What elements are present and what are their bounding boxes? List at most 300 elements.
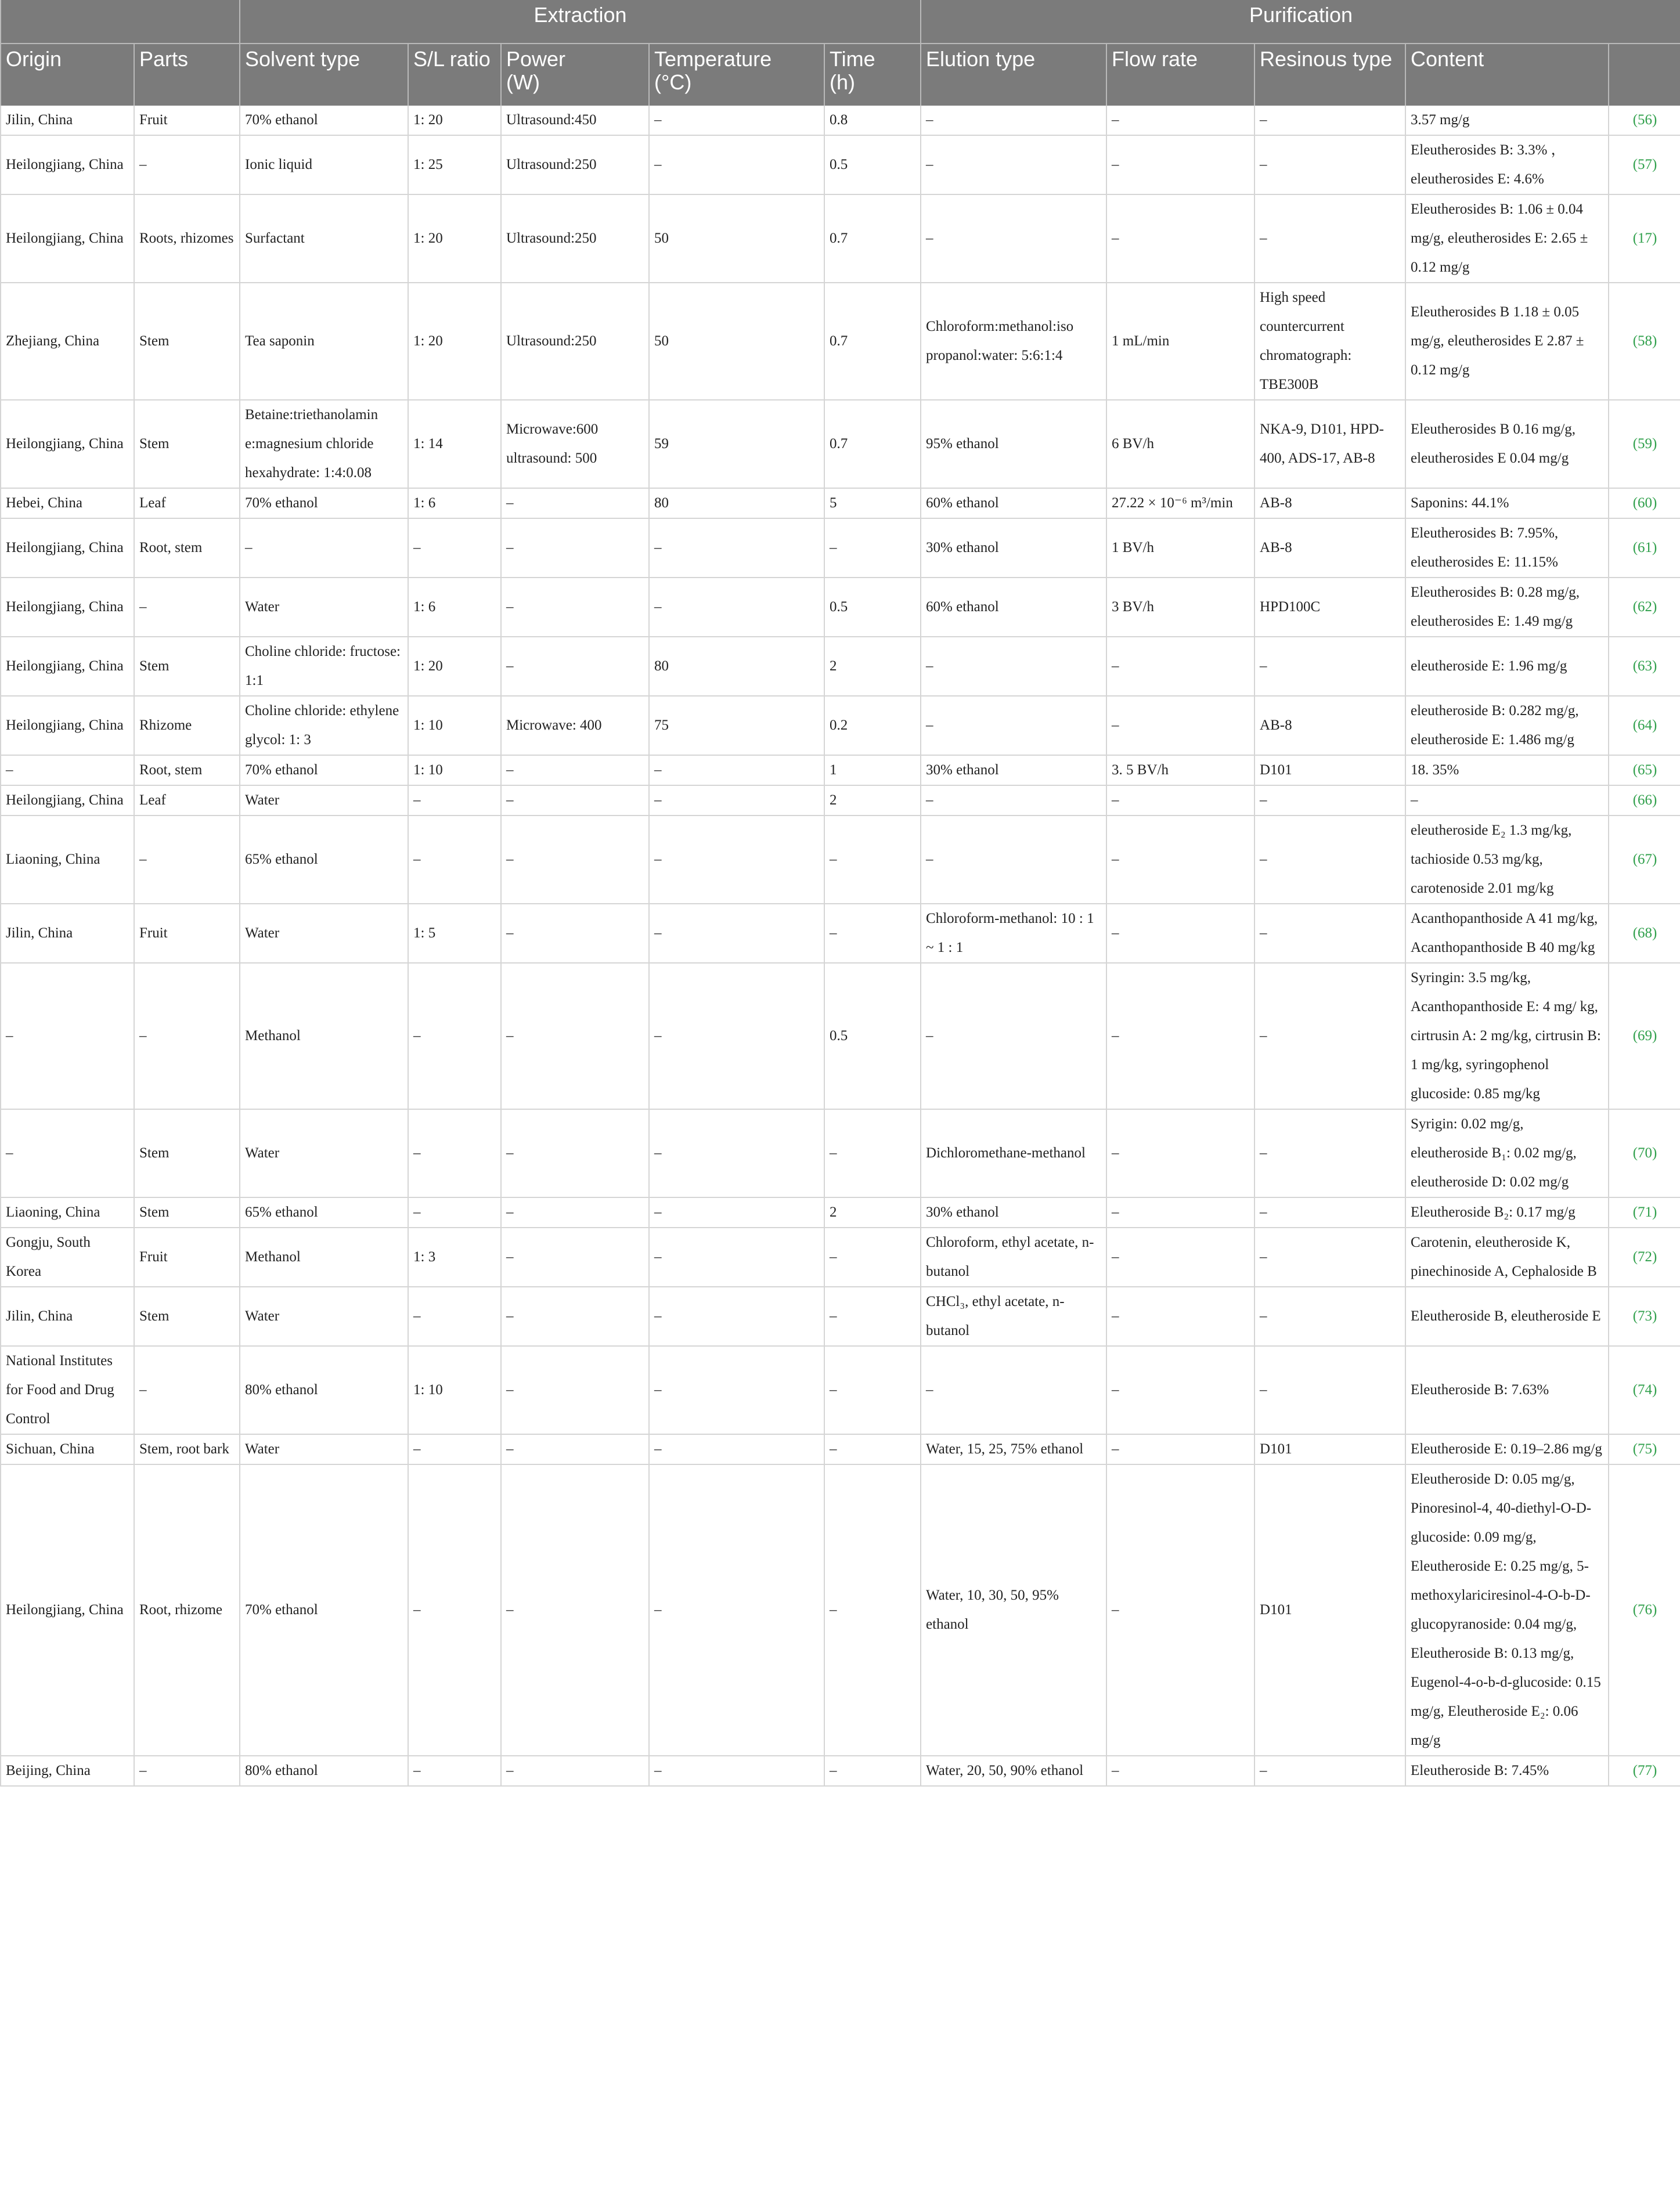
table-row xyxy=(1,1287,1680,1346)
column-header: Origin xyxy=(1,44,134,106)
parts-cell: Root, stem xyxy=(134,755,240,785)
resin-cell: – xyxy=(1254,1197,1405,1228)
parts-cell: – xyxy=(134,578,240,637)
sl-ratio-cell: 1: 20 xyxy=(408,194,501,283)
elution-cell: Water, 15, 25, 75% ethanol xyxy=(921,1434,1106,1464)
solvent-cell: Methanol xyxy=(240,963,408,1109)
flow-rate-cell: – xyxy=(1106,785,1254,815)
resin-cell: D101 xyxy=(1254,1434,1405,1464)
power-cell: – xyxy=(501,1287,649,1346)
time-cell: – xyxy=(824,1346,921,1434)
elution-cell: – xyxy=(921,637,1106,696)
resin-cell: – xyxy=(1254,815,1405,904)
column-header: Power (W) xyxy=(501,44,649,106)
power-cell: – xyxy=(501,963,649,1109)
power-cell: – xyxy=(501,1109,649,1197)
content-cell: 3.57 mg/g xyxy=(1405,106,1609,135)
content-cell: Eleutherosides B: 3.3% ，eleutherosides E: 4.6% xyxy=(1405,135,1609,194)
origin-cell: Heilongjiang, China xyxy=(1,696,134,755)
power-cell: – xyxy=(501,1197,649,1228)
temperature-cell: – xyxy=(649,1287,824,1346)
flow-rate-cell: – xyxy=(1106,194,1254,283)
elution-cell: Chloroform, ethyl acetate, n-butanol xyxy=(921,1228,1106,1287)
sl-ratio-cell: 1: 14 xyxy=(408,400,501,488)
reference-cell[interactable]: (70) xyxy=(1609,1109,1680,1197)
reference-cell[interactable]: (71) xyxy=(1609,1197,1680,1228)
resin-cell: – xyxy=(1254,1287,1405,1346)
table-row xyxy=(1,578,1680,637)
origin-cell: National Institutes for Food and Drug Control xyxy=(1,1346,134,1434)
reference-cell[interactable]: (75) xyxy=(1609,1434,1680,1464)
sl-ratio-cell: 1: 20 xyxy=(408,106,501,135)
temperature-cell: – xyxy=(649,904,824,963)
elution-cell: Chloroform:methanol:iso propanol:water: 5:6:1:4 xyxy=(921,283,1106,400)
resin-cell: – xyxy=(1254,637,1405,696)
temperature-cell: – xyxy=(649,755,824,785)
sl-ratio-cell: – xyxy=(408,815,501,904)
content-cell: Saponins: 44.1% xyxy=(1405,488,1609,518)
reference-cell[interactable]: (65) xyxy=(1609,755,1680,785)
resin-cell: – xyxy=(1254,1109,1405,1197)
reference-cell[interactable]: (64) xyxy=(1609,696,1680,755)
column-header: Flow rate xyxy=(1106,44,1254,106)
solvent-cell: Tea saponin xyxy=(240,283,408,400)
header-column-row xyxy=(1,44,1680,106)
power-cell: – xyxy=(501,755,649,785)
table-row xyxy=(1,1197,1680,1228)
resin-cell: D101 xyxy=(1254,1464,1405,1756)
solvent-cell: Surfactant xyxy=(240,194,408,283)
resin-cell: AB-8 xyxy=(1254,696,1405,755)
solvent-cell: Water xyxy=(240,578,408,637)
table-row xyxy=(1,785,1680,815)
temperature-cell: 50 xyxy=(649,283,824,400)
origin-cell: Sichuan, China xyxy=(1,1434,134,1464)
parts-cell: – xyxy=(134,135,240,194)
sl-ratio-cell: 1: 20 xyxy=(408,637,501,696)
column-header: Time (h) xyxy=(824,44,921,106)
content-cell: Eleutherosides B: 1.06 ± 0.04 mg/g, eleutherosides E: 2.65 ± 0.12 mg/g xyxy=(1405,194,1609,283)
content-cell: – xyxy=(1405,785,1609,815)
elution-cell: Chloroform-methanol: 10 : 1 ~ 1 : 1 xyxy=(921,904,1106,963)
solvent-cell: Water xyxy=(240,1109,408,1197)
power-cell: – xyxy=(501,578,649,637)
reference-cell[interactable]: (17) xyxy=(1609,194,1680,283)
sl-ratio-cell: – xyxy=(408,1756,501,1786)
power-cell: – xyxy=(501,1464,649,1756)
flow-rate-cell: – xyxy=(1106,963,1254,1109)
content-cell: Eleutherosides B 1.18 ± 0.05 mg/g, eleutherosides E 2.87 ± 0.12 mg/g xyxy=(1405,283,1609,400)
sl-ratio-cell: – xyxy=(408,1434,501,1464)
time-cell: – xyxy=(824,815,921,904)
resin-cell: – xyxy=(1254,194,1405,283)
parts-cell: Fruit xyxy=(134,106,240,135)
power-cell: – xyxy=(501,1346,649,1434)
flow-rate-cell: – xyxy=(1106,815,1254,904)
solvent-cell: 70% ethanol xyxy=(240,755,408,785)
table-row xyxy=(1,1756,1680,1786)
content-cell: eleutheroside E₂ 1.3 mg/kg, tachioside 0.53 mg/kg, carotenoside 2.01 mg/kg xyxy=(1405,815,1609,904)
table-row xyxy=(1,904,1680,963)
temperature-cell: – xyxy=(649,135,824,194)
temperature-cell: – xyxy=(649,785,824,815)
reference-cell[interactable]: (74) xyxy=(1609,1346,1680,1434)
table-row xyxy=(1,815,1680,904)
flow-rate-cell: – xyxy=(1106,1434,1254,1464)
header-group-empty xyxy=(1,0,240,44)
power-cell: – xyxy=(501,1228,649,1287)
solvent-cell: 80% ethanol xyxy=(240,1346,408,1434)
elution-cell: 60% ethanol xyxy=(921,578,1106,637)
resin-cell: High speed countercurrent chromatograph: TBE300B xyxy=(1254,283,1405,400)
content-cell: Eleutheroside B, eleutheroside E xyxy=(1405,1287,1609,1346)
time-cell: 5 xyxy=(824,488,921,518)
column-header-reference xyxy=(1609,44,1680,106)
time-cell: 0.7 xyxy=(824,194,921,283)
parts-cell: Stem xyxy=(134,1287,240,1346)
elution-cell: – xyxy=(921,963,1106,1109)
temperature-cell: 59 xyxy=(649,400,824,488)
power-cell: – xyxy=(501,1434,649,1464)
parts-cell: Stem xyxy=(134,1109,240,1197)
elution-cell: – xyxy=(921,194,1106,283)
power-cell: – xyxy=(501,637,649,696)
time-cell: 0.2 xyxy=(824,696,921,755)
parts-cell: Stem, root bark xyxy=(134,1434,240,1464)
sl-ratio-cell: – xyxy=(408,1464,501,1756)
temperature-cell: 50 xyxy=(649,194,824,283)
resin-cell: D101 xyxy=(1254,755,1405,785)
table-body xyxy=(1,106,1680,1786)
table-row xyxy=(1,1434,1680,1464)
table-header xyxy=(1,0,1680,106)
flow-rate-cell: 3. 5 BV/h xyxy=(1106,755,1254,785)
header-group-extraction: Extraction xyxy=(240,0,921,44)
content-cell: Acanthopanthoside A 41 mg/kg, Acanthopanthoside B 40 mg/kg xyxy=(1405,904,1609,963)
content-cell: Carotenin, eleutheroside K, pinechinoside A, Cephaloside B xyxy=(1405,1228,1609,1287)
flow-rate-cell: 1 BV/h xyxy=(1106,518,1254,578)
header-group-row xyxy=(1,0,1680,44)
origin-cell: Heilongjiang, China xyxy=(1,578,134,637)
solvent-cell: 70% ethanol xyxy=(240,1464,408,1756)
origin-cell: Heilongjiang, China xyxy=(1,518,134,578)
origin-cell: Gongju, South Korea xyxy=(1,1228,134,1287)
parts-cell: Root, rhizome xyxy=(134,1464,240,1756)
power-cell: Microwave: 400 xyxy=(501,696,649,755)
table-row xyxy=(1,106,1680,135)
time-cell: – xyxy=(824,518,921,578)
sl-ratio-cell: 1: 6 xyxy=(408,578,501,637)
time-cell: 0.8 xyxy=(824,106,921,135)
table-row xyxy=(1,1109,1680,1197)
origin-cell: Heilongjiang, China xyxy=(1,637,134,696)
content-cell: Eleutheroside E: 0.19–2.86 mg/g xyxy=(1405,1434,1609,1464)
elution-cell: – xyxy=(921,106,1106,135)
content-cell: Syrigin: 0.02 mg/g, eleutheroside B₁: 0.02 mg/g, eleutheroside D: 0.02 mg/g xyxy=(1405,1109,1609,1197)
elution-cell: 30% ethanol xyxy=(921,1197,1106,1228)
origin-cell: – xyxy=(1,755,134,785)
time-cell: 2 xyxy=(824,785,921,815)
reference-cell[interactable]: (77) xyxy=(1609,1756,1680,1786)
solvent-cell: Betaine:triethanolamin e:magnesium chloride hexahydrate: 1:4:0.08 xyxy=(240,400,408,488)
solvent-cell: Choline chloride: fructose: 1:1 xyxy=(240,637,408,696)
resin-cell: HPD100C xyxy=(1254,578,1405,637)
elution-cell: CHCl₃, ethyl acetate, n-butanol xyxy=(921,1287,1106,1346)
table-row xyxy=(1,637,1680,696)
table-row xyxy=(1,283,1680,400)
content-cell: Eleutheroside D: 0.05 mg/g, Pinoresinol-4, 40-diethyl-O-D-glucoside: 0.09 mg/g, Eleutheroside E: 0.25 mg/g, 5-methoxylariciresinol-4-O-b-D-glucopyranoside: 0.04 mg/g, Eleutheroside B: 0.13 mg/g, Eugenol-4-o-b-d-glucoside: 0.15 mg/g, Eleutheroside E₂: 0.06 mg/g xyxy=(1405,1464,1609,1756)
parts-cell: Stem xyxy=(134,400,240,488)
flow-rate-cell: 27.22 × 10⁻⁶ m³/min xyxy=(1106,488,1254,518)
time-cell: 0.5 xyxy=(824,963,921,1109)
temperature-cell: – xyxy=(649,1346,824,1434)
reference-cell[interactable]: (67) xyxy=(1609,815,1680,904)
origin-cell: Heilongjiang, China xyxy=(1,1464,134,1756)
content-cell: Eleutheroside B: 7.63% xyxy=(1405,1346,1609,1434)
reference-cell[interactable]: (72) xyxy=(1609,1228,1680,1287)
resin-cell: AB-8 xyxy=(1254,518,1405,578)
sl-ratio-cell: – xyxy=(408,1287,501,1346)
table-row xyxy=(1,963,1680,1109)
elution-cell: – xyxy=(921,696,1106,755)
elution-cell: Water, 10, 30, 50, 95% ethanol xyxy=(921,1464,1106,1756)
resin-cell: – xyxy=(1254,1756,1405,1786)
elution-cell: 30% ethanol xyxy=(921,755,1106,785)
temperature-cell: 75 xyxy=(649,696,824,755)
time-cell: – xyxy=(824,1434,921,1464)
solvent-cell: Water xyxy=(240,1434,408,1464)
temperature-cell: – xyxy=(649,518,824,578)
time-cell: 0.5 xyxy=(824,135,921,194)
solvent-cell: Methanol xyxy=(240,1228,408,1287)
solvent-cell: 70% ethanol xyxy=(240,106,408,135)
sl-ratio-cell: 1: 10 xyxy=(408,1346,501,1434)
content-cell: Syringin: 3.5 mg/kg, Acanthopanthoside E: 4 mg/ kg, cirtrusin A: 2 mg/kg, cirtrusin B: 1 mg/kg, syringophenol glucoside: 0.85 mg/kg xyxy=(1405,963,1609,1109)
power-cell: – xyxy=(501,815,649,904)
sl-ratio-cell: 1: 3 xyxy=(408,1228,501,1287)
content-cell: Eleutherosides B: 0.28 mg/g, eleutherosides E: 1.49 mg/g xyxy=(1405,578,1609,637)
flow-rate-cell: – xyxy=(1106,1197,1254,1228)
reference-cell[interactable]: (66) xyxy=(1609,785,1680,815)
solvent-cell: Choline chloride: ethylene glycol: 1: 3 xyxy=(240,696,408,755)
flow-rate-cell: – xyxy=(1106,135,1254,194)
flow-rate-cell: 1 mL/min xyxy=(1106,283,1254,400)
flow-rate-cell: – xyxy=(1106,696,1254,755)
parts-cell: Leaf xyxy=(134,488,240,518)
elution-cell: Water, 20, 50, 90% ethanol xyxy=(921,1756,1106,1786)
time-cell: – xyxy=(824,904,921,963)
origin-cell: Heilongjiang, China xyxy=(1,135,134,194)
parts-cell: Stem xyxy=(134,1197,240,1228)
origin-cell: Liaoning, China xyxy=(1,1197,134,1228)
origin-cell: Jilin, China xyxy=(1,1287,134,1346)
time-cell: 0.5 xyxy=(824,578,921,637)
resin-cell: – xyxy=(1254,904,1405,963)
origin-cell: Liaoning, China xyxy=(1,815,134,904)
temperature-cell: – xyxy=(649,578,824,637)
elution-cell: – xyxy=(921,1346,1106,1434)
solvent-cell: Water xyxy=(240,785,408,815)
time-cell: 1 xyxy=(824,755,921,785)
resin-cell: – xyxy=(1254,1228,1405,1287)
time-cell: 0.7 xyxy=(824,283,921,400)
resin-cell: NKA-9, D101, HPD-400, ADS-17, AB-8 xyxy=(1254,400,1405,488)
column-header: Content xyxy=(1405,44,1609,106)
reference-cell[interactable]: (56) xyxy=(1609,106,1680,135)
table-row xyxy=(1,135,1680,194)
origin-cell: Heilongjiang, China xyxy=(1,194,134,283)
elution-cell: Dichloromethane-methanol xyxy=(921,1109,1106,1197)
reference-cell[interactable]: (59) xyxy=(1609,400,1680,488)
flow-rate-cell: – xyxy=(1106,1464,1254,1756)
column-header: Elution type xyxy=(921,44,1106,106)
origin-cell: Hebei, China xyxy=(1,488,134,518)
content-cell: eleutheroside B: 0.282 mg/g, eleutheroside E: 1.486 mg/g xyxy=(1405,696,1609,755)
temperature-cell: – xyxy=(649,1756,824,1786)
power-cell: – xyxy=(501,785,649,815)
table-row xyxy=(1,696,1680,755)
sl-ratio-cell: 1: 5 xyxy=(408,904,501,963)
temperature-cell: – xyxy=(649,1228,824,1287)
elution-cell: – xyxy=(921,815,1106,904)
column-header: Parts xyxy=(134,44,240,106)
reference-cell[interactable]: (68) xyxy=(1609,904,1680,963)
table-row xyxy=(1,1464,1680,1756)
resin-cell: – xyxy=(1254,963,1405,1109)
parts-cell: – xyxy=(134,1756,240,1786)
elution-cell: 95% ethanol xyxy=(921,400,1106,488)
sl-ratio-cell: – xyxy=(408,518,501,578)
origin-cell: Heilongjiang, China xyxy=(1,400,134,488)
temperature-cell: – xyxy=(649,1464,824,1756)
temperature-cell: 80 xyxy=(649,488,824,518)
sl-ratio-cell: 1: 20 xyxy=(408,283,501,400)
parts-cell: Roots, rhizomes xyxy=(134,194,240,283)
temperature-cell: – xyxy=(649,1109,824,1197)
table-row xyxy=(1,1228,1680,1287)
resin-cell: – xyxy=(1254,135,1405,194)
time-cell: – xyxy=(824,1464,921,1756)
elution-cell: 60% ethanol xyxy=(921,488,1106,518)
solvent-cell: 65% ethanol xyxy=(240,1197,408,1228)
resin-cell: – xyxy=(1254,785,1405,815)
resin-cell: AB-8 xyxy=(1254,488,1405,518)
reference-cell[interactable]: (62) xyxy=(1609,578,1680,637)
reference-cell[interactable]: (61) xyxy=(1609,518,1680,578)
parts-cell: Leaf xyxy=(134,785,240,815)
origin-cell: Zhejiang, China xyxy=(1,283,134,400)
power-cell: Microwave:600 ultrasound: 500 xyxy=(501,400,649,488)
solvent-cell: Ionic liquid xyxy=(240,135,408,194)
power-cell: Ultrasound:250 xyxy=(501,135,649,194)
reference-cell[interactable]: (60) xyxy=(1609,488,1680,518)
sl-ratio-cell: 1: 10 xyxy=(408,696,501,755)
time-cell: – xyxy=(824,1109,921,1197)
sl-ratio-cell: 1: 6 xyxy=(408,488,501,518)
flow-rate-cell: – xyxy=(1106,904,1254,963)
power-cell: Ultrasound:250 xyxy=(501,283,649,400)
resin-cell: – xyxy=(1254,1346,1405,1434)
temperature-cell: – xyxy=(649,106,824,135)
flow-rate-cell: – xyxy=(1106,1109,1254,1197)
flow-rate-cell: – xyxy=(1106,1346,1254,1434)
solvent-cell: – xyxy=(240,518,408,578)
sl-ratio-cell: – xyxy=(408,963,501,1109)
temperature-cell: 80 xyxy=(649,637,824,696)
time-cell: 2 xyxy=(824,1197,921,1228)
column-header: Resinous type xyxy=(1254,44,1405,106)
power-cell: Ultrasound:450 xyxy=(501,106,649,135)
header-group-purification: Purification xyxy=(921,0,1680,44)
elution-cell: – xyxy=(921,135,1106,194)
solvent-cell: 80% ethanol xyxy=(240,1756,408,1786)
parts-cell: Fruit xyxy=(134,904,240,963)
table-row xyxy=(1,194,1680,283)
parts-cell: – xyxy=(134,1346,240,1434)
flow-rate-cell: – xyxy=(1106,1756,1254,1786)
table-row xyxy=(1,488,1680,518)
time-cell: 2 xyxy=(824,637,921,696)
reference-cell[interactable]: (63) xyxy=(1609,637,1680,696)
reference-cell[interactable]: (73) xyxy=(1609,1287,1680,1346)
origin-cell: Beijing, China xyxy=(1,1756,134,1786)
flow-rate-cell: – xyxy=(1106,106,1254,135)
time-cell: 0.7 xyxy=(824,400,921,488)
time-cell: – xyxy=(824,1287,921,1346)
flow-rate-cell: – xyxy=(1106,1287,1254,1346)
sl-ratio-cell: – xyxy=(408,1197,501,1228)
parts-cell: Root, stem xyxy=(134,518,240,578)
reference-cell[interactable]: (57) xyxy=(1609,135,1680,194)
origin-cell: Heilongjiang, China xyxy=(1,785,134,815)
power-cell: – xyxy=(501,518,649,578)
reference-cell[interactable]: (58) xyxy=(1609,283,1680,400)
origin-cell: Jilin, China xyxy=(1,106,134,135)
solvent-cell: 70% ethanol xyxy=(240,488,408,518)
content-cell: Eleutherosides B: 7.95%, eleutherosides E: 11.15% xyxy=(1405,518,1609,578)
elution-cell: – xyxy=(921,785,1106,815)
parts-cell: Rhizome xyxy=(134,696,240,755)
table-row xyxy=(1,400,1680,488)
content-cell: 18. 35% xyxy=(1405,755,1609,785)
flow-rate-cell: 6 BV/h xyxy=(1106,400,1254,488)
sl-ratio-cell: – xyxy=(408,1109,501,1197)
table-row xyxy=(1,1346,1680,1434)
column-header: Temperature (°C) xyxy=(649,44,824,106)
resin-cell: – xyxy=(1254,106,1405,135)
temperature-cell: – xyxy=(649,1434,824,1464)
power-cell: – xyxy=(501,488,649,518)
column-header: Solvent type xyxy=(240,44,408,106)
flow-rate-cell: 3 BV/h xyxy=(1106,578,1254,637)
reference-cell[interactable]: (76) xyxy=(1609,1464,1680,1756)
reference-cell[interactable]: (69) xyxy=(1609,963,1680,1109)
sl-ratio-cell: 1: 10 xyxy=(408,755,501,785)
content-cell: Eleutherosides B 0.16 mg/g, eleutherosides E 0.04 mg/g xyxy=(1405,400,1609,488)
time-cell: – xyxy=(824,1228,921,1287)
solvent-cell: Water xyxy=(240,1287,408,1346)
origin-cell: – xyxy=(1,1109,134,1197)
content-cell: eleutheroside E: 1.96 mg/g xyxy=(1405,637,1609,696)
temperature-cell: – xyxy=(649,815,824,904)
table-row xyxy=(1,755,1680,785)
time-cell: – xyxy=(824,1756,921,1786)
parts-cell: – xyxy=(134,963,240,1109)
origin-cell: – xyxy=(1,963,134,1109)
parts-cell: Fruit xyxy=(134,1228,240,1287)
parts-cell: Stem xyxy=(134,637,240,696)
sl-ratio-cell: 1: 25 xyxy=(408,135,501,194)
